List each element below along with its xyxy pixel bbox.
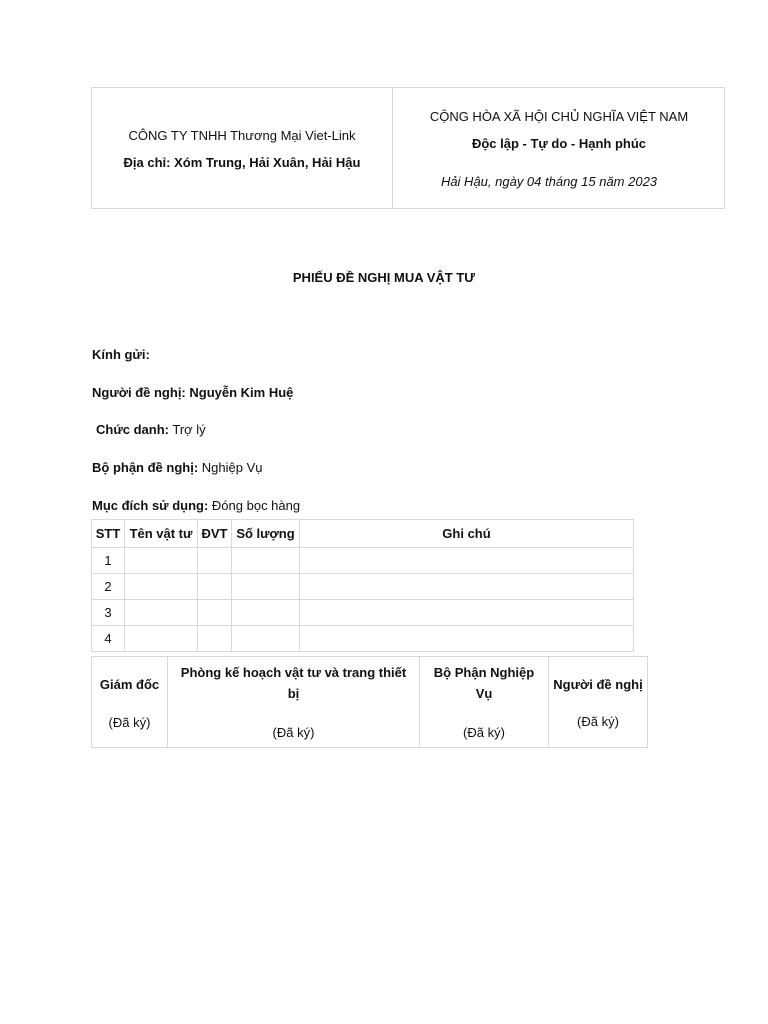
signature-status: (Đã ký) (272, 725, 315, 740)
purpose-field (92, 498, 300, 513)
nation-motto: Độc lập - Tự do - Hạnh phúc (471, 136, 647, 151)
row-stt: 4 (92, 626, 125, 652)
proposer-value: Nguyễn Kim Huệ (189, 385, 294, 400)
signature-title-line2: bị (287, 686, 300, 701)
table-row (92, 574, 634, 600)
items-table (91, 519, 634, 652)
signature-title-line2: Vụ (475, 686, 493, 701)
row-unit (198, 548, 232, 574)
signature-title-line1: Phòng kế hoạch vật tư và trang thiết (180, 665, 407, 680)
row-quantity (232, 574, 300, 600)
department-label: Bộ phận đề nghị: (92, 460, 199, 475)
department-value: Nghiệp Vụ (201, 460, 263, 475)
row-quantity (232, 626, 300, 652)
recipient-field (92, 347, 150, 362)
row-note (300, 626, 634, 652)
table-row (92, 600, 634, 626)
row-item-name (125, 626, 198, 652)
company-address: Địa chỉ: Xóm Trung, Hải Xuân, Hải Hậu (123, 155, 361, 170)
row-quantity (232, 548, 300, 574)
company-info (92, 88, 392, 208)
signature-director (92, 657, 168, 747)
signature-table (91, 656, 648, 748)
header-stt: STT (92, 520, 125, 548)
header-item-name: Tên vật tư (125, 520, 198, 548)
document-header (91, 87, 725, 209)
position-field (96, 422, 206, 437)
row-unit (198, 574, 232, 600)
department-field (92, 460, 263, 475)
recipient-label: Kính gửi: (92, 347, 150, 362)
purpose-label: Mục đích sử dụng: (92, 498, 209, 513)
row-stt: 3 (92, 600, 125, 626)
proposer-field (92, 385, 293, 400)
row-item-name (125, 574, 198, 600)
company-name: CÔNG TY TNHH Thương Mại Viet-Link (128, 128, 356, 143)
table-header-row (92, 520, 634, 548)
signature-title: Người đề nghị (553, 677, 643, 692)
table-row (92, 548, 634, 574)
row-unit (198, 626, 232, 652)
row-stt: 1 (92, 548, 125, 574)
signature-operations-dept (420, 657, 549, 747)
position-label: Chức danh: (96, 422, 169, 437)
nation-title: CỘNG HÒA XÃ HỘI CHỦ NGHĨA VIỆT NAM (429, 109, 689, 124)
signature-status: (Đã ký) (577, 714, 619, 729)
signature-planning-dept (168, 657, 420, 747)
row-quantity (232, 600, 300, 626)
header-unit: ĐVT (198, 520, 232, 548)
signature-title: Giám đốc (99, 677, 160, 692)
signature-title-line1: Bộ Phận Nghiệp (433, 665, 535, 680)
row-note (300, 548, 634, 574)
row-note (300, 600, 634, 626)
page-title: PHIẾU ĐỀ NGHỊ MUA VẬT TƯ (292, 270, 476, 285)
place-date: Hải Hậu, ngày 04 tháng 15 năm 2023 (440, 174, 658, 189)
signature-status: (Đã ký) (463, 725, 505, 740)
row-stt: 2 (92, 574, 125, 600)
header-quantity: Số lượng (232, 520, 300, 548)
row-item-name (125, 600, 198, 626)
proposer-label: Người đề nghị: (92, 385, 186, 400)
row-unit (198, 600, 232, 626)
row-item-name (125, 548, 198, 574)
header-note: Ghi chú (300, 520, 634, 548)
row-note (300, 574, 634, 600)
signature-status: (Đã ký) (108, 715, 151, 730)
purpose-value: Đóng bọc hàng (211, 498, 301, 513)
signature-proposer (549, 657, 647, 747)
nation-info (393, 88, 725, 208)
position-value: Trợ lý (172, 422, 206, 437)
table-row (92, 626, 634, 652)
